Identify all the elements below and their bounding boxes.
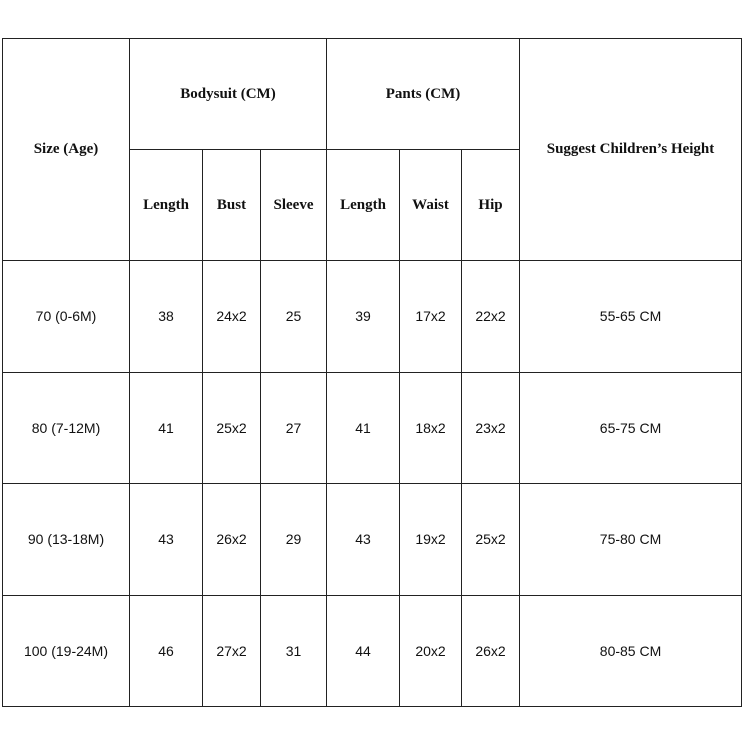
header-pants-length: Length (327, 150, 400, 261)
cell-bust: 24x2 (203, 261, 261, 373)
cell-pants-length: 41 (327, 372, 400, 484)
cell-size: 100 (19-24M) (3, 595, 130, 707)
cell-size: 80 (7-12M) (3, 372, 130, 484)
header-pants-hip: Hip (462, 150, 520, 261)
cell-hip: 26x2 (462, 595, 520, 707)
table-row (3, 372, 742, 484)
cell-height: 80-85 CM (520, 595, 742, 707)
table-row (3, 484, 742, 596)
cell-height: 65-75 CM (520, 372, 742, 484)
cell-pants-length: 43 (327, 484, 400, 596)
cell-bust: 26x2 (203, 484, 261, 596)
header-bodysuit-sleeve: Sleeve (261, 150, 327, 261)
cell-sleeve: 25 (261, 261, 327, 373)
cell-pants-length: 39 (327, 261, 400, 373)
cell-sleeve: 29 (261, 484, 327, 596)
cell-size: 70 (0-6M) (3, 261, 130, 373)
cell-sleeve: 31 (261, 595, 327, 707)
cell-waist: 18x2 (400, 372, 462, 484)
header-size: Size (Age) (3, 39, 130, 261)
size-chart-table (2, 38, 742, 707)
header-bodysuit-group: Bodysuit (CM) (130, 39, 327, 150)
table-row (3, 595, 742, 707)
cell-bodysuit-length: 43 (130, 484, 203, 596)
cell-hip: 22x2 (462, 261, 520, 373)
cell-bodysuit-length: 38 (130, 261, 203, 373)
cell-bust: 27x2 (203, 595, 261, 707)
cell-size: 90 (13-18M) (3, 484, 130, 596)
cell-height: 55-65 CM (520, 261, 742, 373)
cell-height: 75-80 CM (520, 484, 742, 596)
header-bodysuit-bust: Bust (203, 150, 261, 261)
cell-bodysuit-length: 41 (130, 372, 203, 484)
header-pants-group: Pants (CM) (327, 39, 520, 150)
cell-waist: 20x2 (400, 595, 462, 707)
cell-bust: 25x2 (203, 372, 261, 484)
cell-hip: 25x2 (462, 484, 520, 596)
header-bodysuit-length: Length (130, 150, 203, 261)
header-height: Suggest Children’s Height (520, 39, 742, 261)
table-row (3, 261, 742, 373)
cell-waist: 19x2 (400, 484, 462, 596)
header-pants-waist: Waist (400, 150, 462, 261)
cell-pants-length: 44 (327, 595, 400, 707)
cell-sleeve: 27 (261, 372, 327, 484)
cell-bodysuit-length: 46 (130, 595, 203, 707)
header-row-groups (3, 39, 742, 150)
cell-hip: 23x2 (462, 372, 520, 484)
cell-waist: 17x2 (400, 261, 462, 373)
